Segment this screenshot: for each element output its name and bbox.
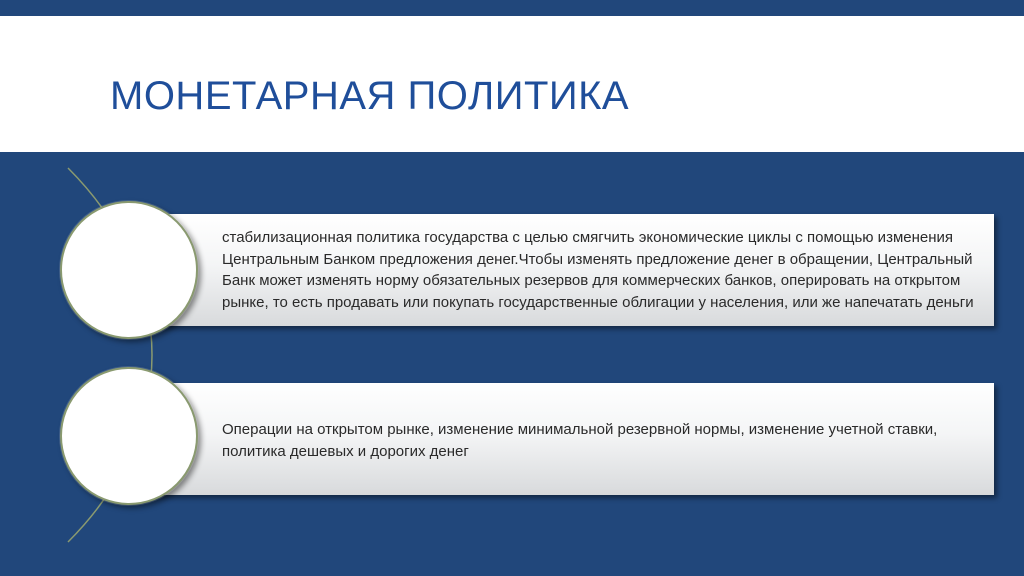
slide-title: МОНЕТАРНАЯ ПОЛИТИКА <box>110 74 630 118</box>
marker-circle-2 <box>60 367 198 505</box>
definition-text: стабилизационная политика государства с целью смягчить экономические циклы с помощью изменения Центральным Банком предложения денег.Чтобы изменять предложение денег в обращении, Центральный Банк может изменять норму обязательных резервов для коммерческих банков, оперировать на открытом рынке, то есть продавать или покупать государственные облигации у населения, или же напечатать деньги <box>222 229 974 311</box>
marker-circle-1 <box>60 201 198 339</box>
instruments-text: Операции на открытом рынке, изменение минимальной резервной нормы, изменение учетной ставки, политика дешевых и дорогих денег <box>222 421 938 460</box>
definition-card <box>110 214 994 326</box>
instruments-card <box>110 383 994 495</box>
